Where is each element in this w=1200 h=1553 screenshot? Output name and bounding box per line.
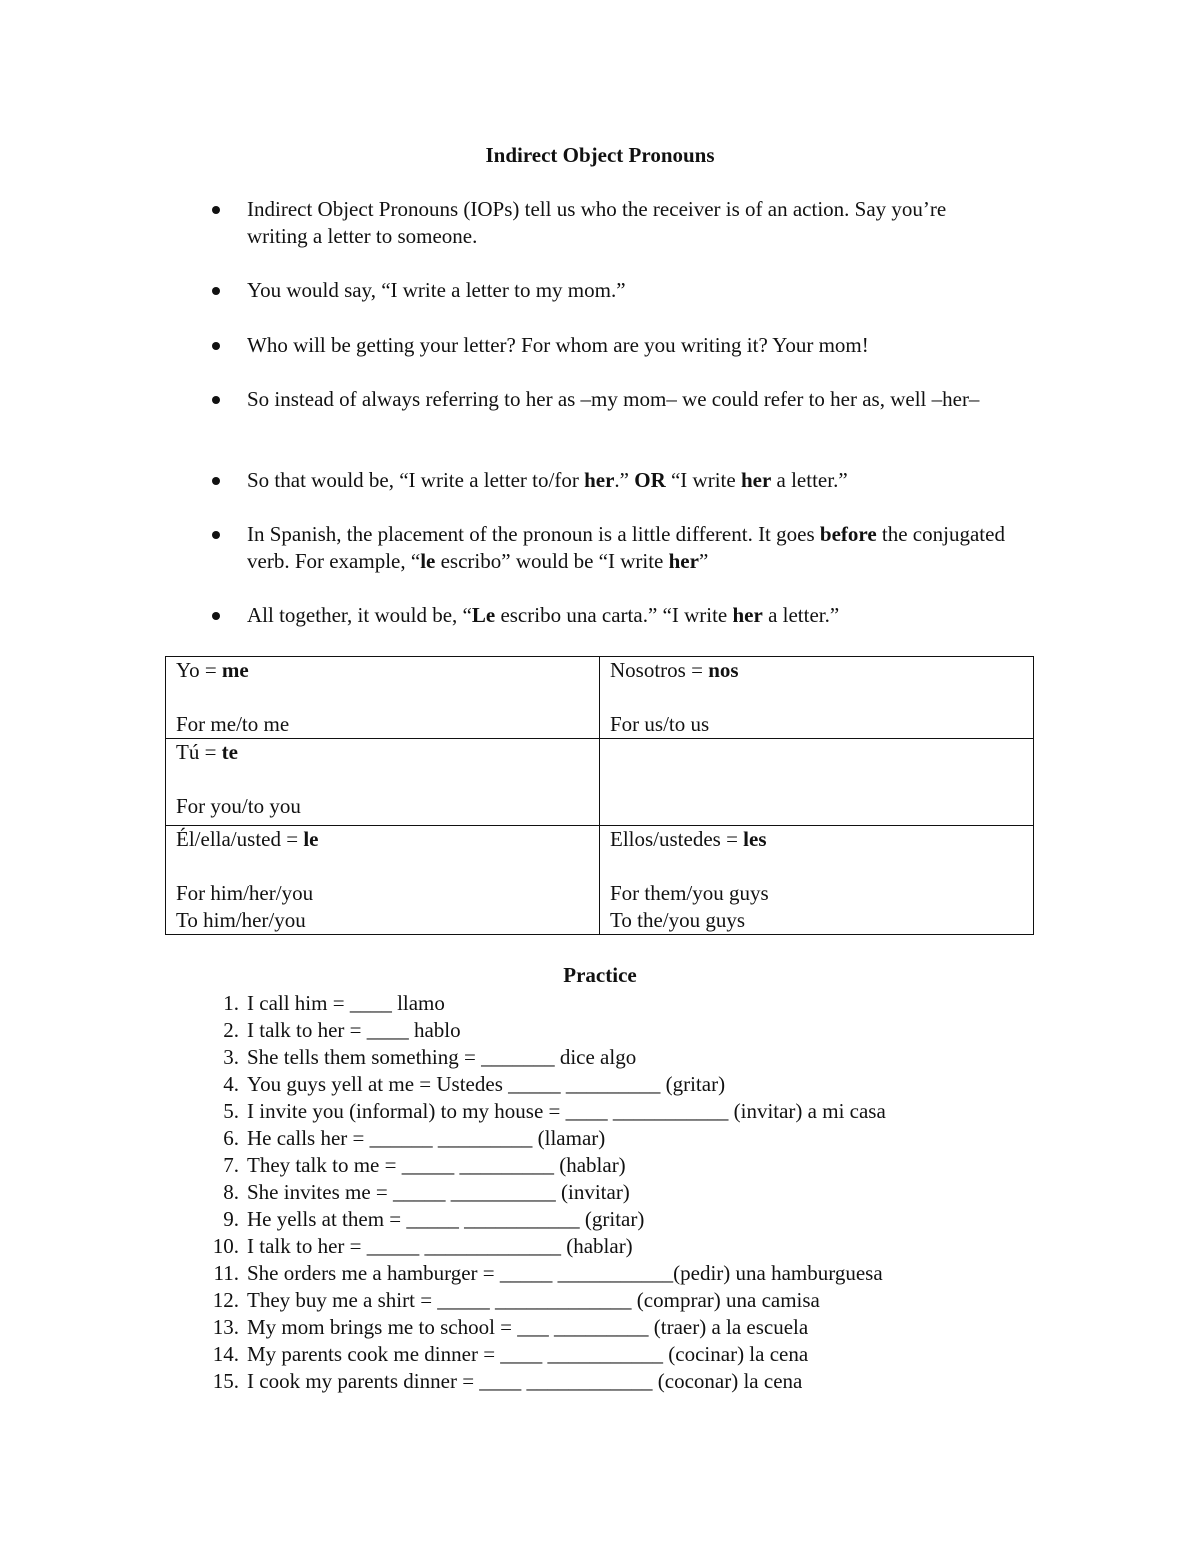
bullet-text [247,468,848,492]
exercise-text: She tells them something = _______ dice algo [247,1045,637,1069]
bullet-item [247,332,1007,359]
text-run: a letter.” [771,468,848,492]
item-number: 15. [212,1369,239,1393]
list-item [212,1233,633,1260]
text-run: escribo” would be “I write [435,549,669,573]
pronoun-label: nos [708,658,739,682]
bullet-item [247,467,1007,494]
table-row [166,657,1034,739]
list-item [223,1206,645,1233]
bullet-icon [212,612,220,620]
meaning-text: For me/to me [176,712,290,736]
pronoun-label: me [221,658,249,682]
text-run: the conjugated verb. For example, “ [247,522,1005,573]
list-item [212,1287,820,1314]
bullet-text [247,197,946,248]
subject-label: Yo = [176,658,222,682]
table-cell-nosotros [600,657,1034,739]
item-number: 7. [223,1153,239,1177]
item-number: 4. [223,1072,239,1096]
exercise-text: You guys yell at me = Ustedes _____ _________ (gritar) [247,1072,726,1096]
meaning-text: For you/to you [176,794,301,818]
bullet-item [247,277,1007,304]
list-item [223,1125,606,1152]
list-item [223,1098,886,1125]
list-item [223,990,445,1017]
item-number: 2. [223,1018,239,1042]
pronoun-table [165,656,1034,935]
list-item [223,1152,626,1179]
bullet-text [247,387,979,411]
bold-text: her [740,468,772,492]
text-run: You would say, “I write a letter to my mom.” [247,278,626,302]
list-item [212,1341,809,1368]
practice-title: Practice [563,963,637,987]
item-number: 3. [223,1045,239,1069]
item-number: 8. [223,1180,239,1204]
exercise-text: He yells at them = _____ ___________ (gritar) [247,1207,645,1231]
list-item [212,1314,809,1341]
meaning-text: For us/to us [610,712,710,736]
item-number: 11. [213,1261,239,1285]
page-title: Indirect Object Pronouns [485,143,715,167]
text-run: Who will be getting your letter? For whom are you writing it? Your mom! [247,333,869,357]
bullet-item [247,521,1007,575]
text-run: In Spanish, the placement of the pronoun is a little different. It goes [247,522,820,546]
item-number: 14. [212,1342,239,1366]
exercise-text: My mom brings me to school = ___ _________ (traer) a la escuela [247,1315,809,1339]
item-number: 12. [212,1288,239,1312]
pronoun-label: te [221,740,238,764]
exercise-text: I cook my parents dinner = ____ ____________ (coconar) la cena [247,1369,803,1393]
table-cell-ellos [600,826,1034,935]
item-number: 10. [212,1234,239,1258]
bullet-text [247,333,869,357]
list-item [223,1017,461,1044]
table-row [166,826,1034,935]
exercise-text: They buy me a shirt = _____ _____________ (comprar) una camisa [247,1288,820,1312]
text-run: So instead of always referring to her as –my mom– we could refer to her as, well –her– [247,387,980,411]
bold-text: le [420,549,436,573]
exercise-text: I talk to her = ____ hablo [247,1018,461,1042]
bullet-icon [212,206,220,214]
exercise-text: She orders me a hamburger = _____ ___________(pedir) una hamburguesa [247,1261,883,1285]
text-run: escribo una carta.” “I write [495,603,733,627]
exercise-text: They talk to me = _____ _________ (hablar) [247,1153,626,1177]
item-number: 6. [223,1126,239,1150]
exercise-text: I call him = ____ llamo [247,991,445,1015]
bullet-text [247,522,1005,573]
list-item [213,1260,883,1287]
bullet-icon [212,477,220,485]
bold-text: before [819,522,877,546]
bullet-icon [212,287,220,295]
bullet-text [247,603,839,627]
subject-label: Tú = [176,740,222,764]
item-number: 1. [223,991,239,1015]
text-run: “I write [665,468,741,492]
item-number: 9. [223,1207,239,1231]
table-cell-yo [166,657,600,739]
bullet-icon [212,396,220,404]
list-item [223,1044,637,1071]
table-cell-el [166,826,600,935]
list-item [212,1368,803,1395]
text-run: All together, it would be, “ [247,603,472,627]
subject-label: Ellos/ustedes = [610,827,744,851]
pronoun-label: le [303,827,319,851]
meaning-text: For them/you guys [610,881,769,905]
bullet-item [247,386,1007,413]
bullet-icon [212,342,220,350]
pronoun-label: les [743,827,767,851]
subject-label: Él/ella/usted = [176,827,304,851]
exercise-text: I talk to her = _____ _____________ (hablar) [247,1234,633,1258]
text-run: a letter.” [762,603,840,627]
text-run: .” [614,468,635,492]
table-row [166,739,1034,826]
subject-label: Nosotros = [610,658,709,682]
meaning-text: To the/you guys [610,908,746,932]
item-number: 5. [223,1099,239,1123]
exercise-text: My parents cook me dinner = ____ ___________ (cocinar) la cena [247,1342,809,1366]
table-cell-empty [600,739,1034,826]
text-run: ” [698,549,709,573]
bullet-text [247,278,626,302]
exercise-text: He calls her = ______ _________ (llamar) [247,1126,606,1150]
list-item [223,1179,630,1206]
bold-text: Le [471,603,496,627]
text-run: Indirect Object Pronouns (IOPs) tell us who the receiver is of an action. Say you’re writing a letter to someone. [247,197,947,248]
exercise-text: I invite you (informal) to my house = ____ ___________ (invitar) a mi casa [247,1099,886,1123]
meaning-text: For him/her/you [176,881,314,905]
meaning-text: To him/her/you [176,908,306,932]
text-run: So that would be, “I write a letter to/for [247,468,585,492]
list-item [223,1071,726,1098]
item-number: 13. [212,1315,239,1339]
bold-text: her [732,603,763,627]
bold-text: her [584,468,615,492]
exercise-text: She invites me = _____ __________ (invitar) [247,1180,630,1204]
bullet-item [247,602,1007,629]
table-cell-tu [166,739,600,826]
bold-text: OR [634,468,666,492]
bold-text: her [668,549,699,573]
bullet-icon [212,531,220,539]
bullet-item [247,196,1007,250]
